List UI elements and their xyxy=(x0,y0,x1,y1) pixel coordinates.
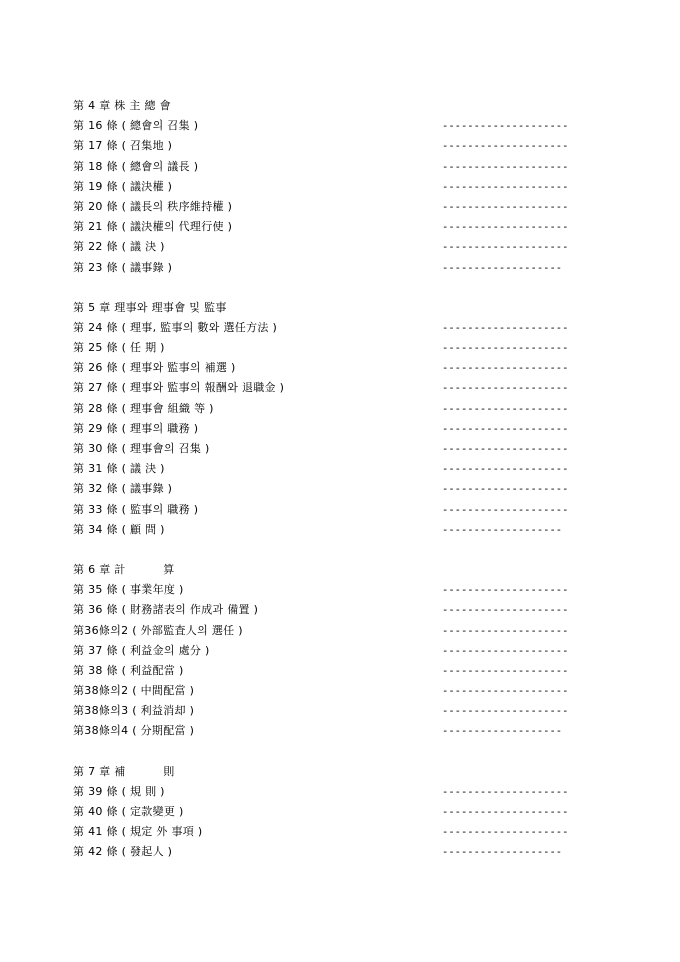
toc-entry xyxy=(73,580,603,600)
toc-entry xyxy=(73,661,603,681)
article-title: 第 16 條 ( 總會의 召集 ) xyxy=(73,119,199,133)
article-title: 第 39 條 ( 規 則 ) xyxy=(73,784,165,798)
article-title: 第 20 條 ( 議長의 秩序維持權 ) xyxy=(73,199,233,213)
article-title: 第 36 條 ( 財務諸表의 作成과 備置 ) xyxy=(73,603,259,617)
toc-entry xyxy=(73,258,603,278)
dash-leader: -------------------- xyxy=(442,664,569,677)
toc-section xyxy=(73,298,603,540)
article-title: 第 31 條 ( 議 決 ) xyxy=(73,462,165,476)
chapter-heading-text: 第 7 章 補 則 xyxy=(73,764,175,778)
toc-entry xyxy=(73,399,603,419)
dash-leader: ------------------- xyxy=(442,523,563,536)
toc-entry xyxy=(73,439,603,459)
article-title: 第 19 條 ( 議決權 ) xyxy=(73,179,173,193)
dash-leader: -------------------- xyxy=(442,503,569,516)
article-title: 第 40 條 ( 定款變更 ) xyxy=(73,805,184,818)
dash-leader: -------------------- xyxy=(442,402,569,415)
article-title: 第 23 條 ( 議事錄 ) xyxy=(73,260,173,274)
toc-entry xyxy=(73,842,603,862)
dash-leader: ------------------- xyxy=(442,725,563,738)
dash-leader: -------------------- xyxy=(442,422,569,435)
dash-leader: -------------------- xyxy=(442,200,569,213)
article-title: 第 29 條 ( 理事의 職務 ) xyxy=(73,421,199,435)
article-title: 第 34 條 ( 顧 問 ) xyxy=(73,522,165,536)
table-of-contents xyxy=(73,96,603,883)
dash-leader: -------------------- xyxy=(442,705,569,718)
chapter-heading xyxy=(73,762,603,782)
dash-leader: -------------------- xyxy=(442,321,569,334)
toc-entry xyxy=(73,701,603,721)
article-title: 第 17 條 ( 召集地 ) xyxy=(73,139,173,153)
toc-entry xyxy=(73,217,603,237)
dash-leader: -------------------- xyxy=(442,221,569,234)
chapter-heading-text: 第 5 章 理事와 理事會 및 監事 xyxy=(73,300,227,314)
article-title: 第 26 條 ( 理事와 監事의 補選 ) xyxy=(73,361,236,375)
article-title: 第 28 條 ( 理事會 組織 等 ) xyxy=(73,401,214,415)
toc-section xyxy=(73,762,603,863)
toc-entry xyxy=(73,500,603,520)
chapter-heading xyxy=(73,96,603,116)
article-title: 第 21 條 ( 議決權의 代理行使 ) xyxy=(73,220,233,234)
article-title: 第36條의2 ( 外部監査人의 選任 ) xyxy=(73,623,243,637)
chapter-heading-text: 第 4 章 株 主 總 會 xyxy=(73,99,171,112)
article-title: 第 38 條 ( 利益配當 ) xyxy=(73,663,184,677)
article-title: 第38條의2 ( 中間配當 ) xyxy=(73,684,195,698)
article-title: 第 27 條 ( 理事와 監事의 報酬와 退職金 ) xyxy=(73,381,285,395)
dash-leader: -------------------- xyxy=(442,241,569,254)
dash-leader: -------------------- xyxy=(442,806,569,818)
article-title: 第 32 條 ( 議事錄 ) xyxy=(73,482,173,496)
toc-entry xyxy=(73,479,603,499)
dash-leader: -------------------- xyxy=(442,624,569,637)
toc-entry xyxy=(73,136,603,156)
toc-entry xyxy=(73,116,603,136)
chapter-heading xyxy=(73,560,603,580)
toc-entry xyxy=(73,802,603,822)
toc-section xyxy=(73,560,603,742)
article-title: 第 24 條 ( 理事, 監事의 數와 選任方法 ) xyxy=(73,320,278,334)
dash-leader: -------------------- xyxy=(442,382,569,395)
article-title: 第 35 條 ( 事業年度 ) xyxy=(73,583,184,597)
dash-leader: -------------------- xyxy=(442,644,569,657)
dash-leader: -------------------- xyxy=(442,120,569,133)
article-title: 第 42 條 ( 發起人 ) xyxy=(73,845,173,859)
dash-leader: -------------------- xyxy=(442,463,569,476)
toc-entry xyxy=(73,822,603,842)
toc-entry xyxy=(73,621,603,641)
dash-leader: -------------------- xyxy=(442,785,569,798)
toc-entry xyxy=(73,419,603,439)
toc-entry xyxy=(73,600,603,620)
dash-leader: -------------------- xyxy=(442,140,569,153)
toc-entry xyxy=(73,358,603,378)
article-title: 第 33 條 ( 監事의 職務 ) xyxy=(73,502,199,516)
toc-entry xyxy=(73,782,603,802)
article-title: 第 41 條 ( 規定 外 事項 ) xyxy=(73,825,203,839)
dash-leader: -------------------- xyxy=(442,483,569,496)
toc-entry xyxy=(73,641,603,661)
dash-leader: -------------------- xyxy=(442,826,569,839)
chapter-heading xyxy=(73,298,603,318)
dash-leader: -------------------- xyxy=(442,685,569,698)
toc-entry xyxy=(73,378,603,398)
article-title: 第 22 條 ( 議 決 ) xyxy=(73,240,165,254)
toc-entry xyxy=(73,338,603,358)
chapter-heading-text: 第 6 章 計 算 xyxy=(73,562,175,576)
toc-entry xyxy=(73,459,603,479)
toc-entry xyxy=(73,237,603,257)
article-title: 第38條의4 ( 分期配當 ) xyxy=(73,724,195,738)
article-title: 第38條의3 ( 利益消却 ) xyxy=(73,704,195,718)
dash-leader: -------------------- xyxy=(442,342,569,355)
article-title: 第 30 條 ( 理事會의 召集 ) xyxy=(73,442,210,455)
toc-entry xyxy=(73,197,603,217)
dash-leader: -------------------- xyxy=(442,443,569,455)
toc-entry xyxy=(73,157,603,177)
dash-leader: -------------------- xyxy=(442,584,569,597)
toc-entry xyxy=(73,721,603,741)
dash-leader: ------------------- xyxy=(442,261,563,274)
toc-entry xyxy=(73,318,603,338)
toc-entry xyxy=(73,681,603,701)
toc-entry xyxy=(73,177,603,197)
toc-section xyxy=(73,96,603,278)
article-title: 第 18 條 ( 總會의 議長 ) xyxy=(73,159,199,173)
dash-leader: -------------------- xyxy=(442,160,569,173)
dash-leader: -------------------- xyxy=(442,362,569,375)
dash-leader: -------------------- xyxy=(442,604,569,617)
dash-leader: -------------------- xyxy=(442,180,569,193)
toc-entry xyxy=(73,520,603,540)
article-title: 第 37 條 ( 利益金의 處分 ) xyxy=(73,643,210,657)
article-title: 第 25 條 ( 任 期 ) xyxy=(73,341,165,355)
dash-leader: ------------------- xyxy=(442,846,563,859)
